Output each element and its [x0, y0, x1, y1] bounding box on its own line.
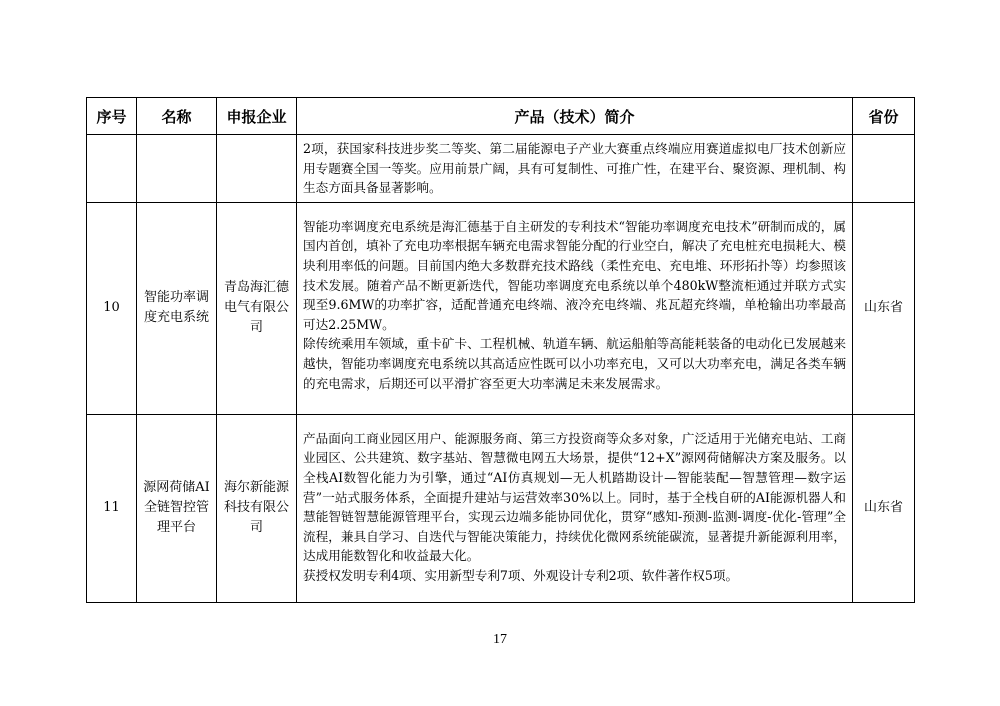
- table-row: [87, 414, 915, 602]
- intro-paragraph: 2项，获国家科技进步奖二等奖、第二届能源电子产业大赛重点终端应用赛道虚拟电厂技术创新应用专题赛全国一等奖。应用前景广阔，具有可复制性、可推广性，在建平台、聚资源、理机制、构生态方面具备显著影响。: [303, 141, 846, 196]
- row-name: 智能功率调度充电系统: [137, 202, 217, 414]
- table-row: [87, 135, 915, 203]
- header-company: 申报企业: [217, 98, 297, 135]
- header-name: 名称: [137, 98, 217, 135]
- row-province: 山东省: [853, 202, 915, 414]
- row-no: 11: [87, 414, 137, 602]
- page-number: 17: [493, 632, 507, 647]
- row-province: [853, 135, 915, 203]
- product-table: [86, 97, 915, 603]
- table-header-row: [87, 98, 915, 135]
- header-intro: 产品（技术）简介: [297, 98, 853, 135]
- row-province: 山东省: [853, 414, 915, 602]
- header-no: 序号: [87, 98, 137, 135]
- row-no: [87, 135, 137, 203]
- intro-paragraph: 产品面向工商业园区用户、能源服务商、第三方投资商等众多对象，广泛适用于光储充电站、工商业园区、公共建筑、数字基站、智慧微电网五大场景，提供“12+X”源网荷储解决方案及服务。以全栈AI数智化能力为引擎，通过“AI仿真规划—无人机踏勘设计—智能装配—智慧管理—数字运营”一站式服务体系，全面提升建站与运营效率30%以上。同时，基于全栈自研的AI能源机器人和慧能智链智慧能源管理平台，实现云边端多能协同优化，贯穿“感知-预测-监测-调度-优化-管理”全流程，兼具自学习、自迭代与智能决策能力，持续优化微网系统能碳流，显著提升新能源利用率，达成用能数智化和收益最大化。: [303, 430, 846, 564]
- row-no: 10: [87, 202, 137, 414]
- row-intro: [297, 202, 853, 414]
- row-company: [217, 135, 297, 203]
- header-province: 省份: [853, 98, 915, 135]
- row-name: [137, 135, 217, 203]
- row-company: 青岛海汇德电气有限公司: [217, 202, 297, 414]
- row-intro: [297, 135, 853, 203]
- intro-paragraph: 除传统乘用车领域，重卡矿卡、工程机械、轨道车辆、航运船舶等高能耗装备的电动化已发展越来越快，智能功率调度充电系统以其高适应性既可以小功率充电，又可以大功率充电，满足各类车辆的充电需求，后期还可以平滑扩容至更大功率满足未来发展需求。: [303, 336, 846, 391]
- row-intro: [297, 414, 853, 602]
- row-name: 源网荷储AI全链智控管理平台: [137, 414, 217, 602]
- row-company: 海尔新能源科技有限公司: [217, 414, 297, 602]
- table-row: [87, 202, 915, 414]
- intro-paragraph: 智能功率调度充电系统是海汇德基于自主研发的专利技术“智能功率调度充电技术”研制而成的，属国内首创，填补了充电功率根据车辆充电需求智能分配的行业空白，解决了充电桩充电损耗大、模块利用率低的问题。目前国内绝大多数群充技术路线（柔性充电、充电堆、环形拓扑等）均参照该技术发展。随着产品不断更新迭代，智能功率调度充电系统以单个480kW整流柜通过并联方式实现至9.6MW的功率扩容，适配普通充电终端、液冷充电终端、兆瓦超充终端，单枪输出功率最高可达2.25MW。: [303, 218, 846, 332]
- intro-paragraph: 获授权发明专利4项、实用新型专利7项、外观设计专利2项、软件著作权5项。: [303, 567, 739, 583]
